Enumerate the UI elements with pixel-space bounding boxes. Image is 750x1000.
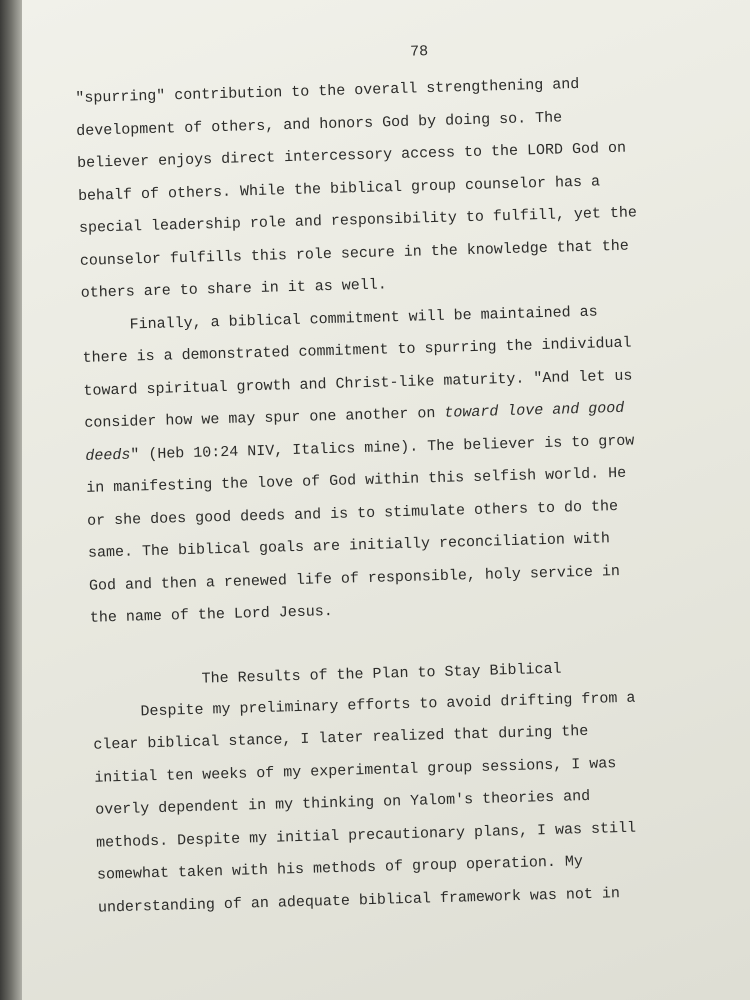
text-span: " (Heb 10:24 NIV, Italics mine). The believer is to grow <box>130 432 635 464</box>
text-line: the name of the Lord Jesus. <box>89 602 334 627</box>
page-text <box>74 32 738 926</box>
binding-shadow <box>0 0 24 1000</box>
text-line: others are to share in it as well. <box>80 276 387 302</box>
text-line: development of others, and honors God by doing so. The <box>76 108 563 140</box>
document-page <box>22 0 750 1000</box>
paragraph-1 <box>75 66 721 311</box>
text-line: toward spiritual growth and Christ-like maturity. "And let us <box>83 367 633 400</box>
text-line: believer enjoys direct intercessory access to the LORD God on <box>76 139 627 172</box>
text-line: same. The biblical goals are initially reconciliation with <box>87 530 611 562</box>
page-number: 78 <box>409 43 429 61</box>
italic-text: toward love and good <box>444 399 625 422</box>
paragraph-2 <box>81 294 730 637</box>
text-line: special leadership role and responsibility to fulfill, yet the <box>78 204 638 237</box>
text-line: "spurring" contribution to the overall strengthening and <box>75 75 580 107</box>
text-span: consider how we may spur one another on <box>84 404 445 432</box>
text-line: initial ten weeks of my experimental group sessions, I was <box>94 754 617 787</box>
text-line: or she does good deeds and is to stimulate others to do the <box>86 497 619 530</box>
text-line: behalf of others. While the biblical group counselor has a <box>77 172 601 205</box>
text-line: clear biblical stance, I later realized that during the <box>93 722 589 754</box>
text-line: counselor fulfills this role secure in the knowledge that the <box>79 237 630 270</box>
paragraph-3 <box>92 680 738 925</box>
section-heading: The Results of the Plan to Stay Biblical <box>201 660 562 688</box>
text-line: somewhat taken with his methods of group operation. My <box>96 853 584 884</box>
text-line: Finally, a biblical commitment will be maintained as <box>129 302 598 334</box>
text-line: Despite my preliminary efforts to avoid drifting from a <box>140 689 636 720</box>
text-line: methods. Despite my initial precautionary plans, I was still <box>95 819 637 852</box>
text-line: there is a demonstrated commitment to spurring the individual <box>82 334 632 367</box>
text-line: God and then a renewed life of responsible, holy service in <box>88 562 621 595</box>
italic-text: deeds <box>85 446 131 465</box>
text-line: understanding of an adequate biblical framework was not in <box>97 884 621 917</box>
text-line: in manifesting the love of God within this selfish world. He <box>86 464 627 497</box>
text-line: overly dependent in my thinking on Yalom's theories and <box>94 787 591 819</box>
